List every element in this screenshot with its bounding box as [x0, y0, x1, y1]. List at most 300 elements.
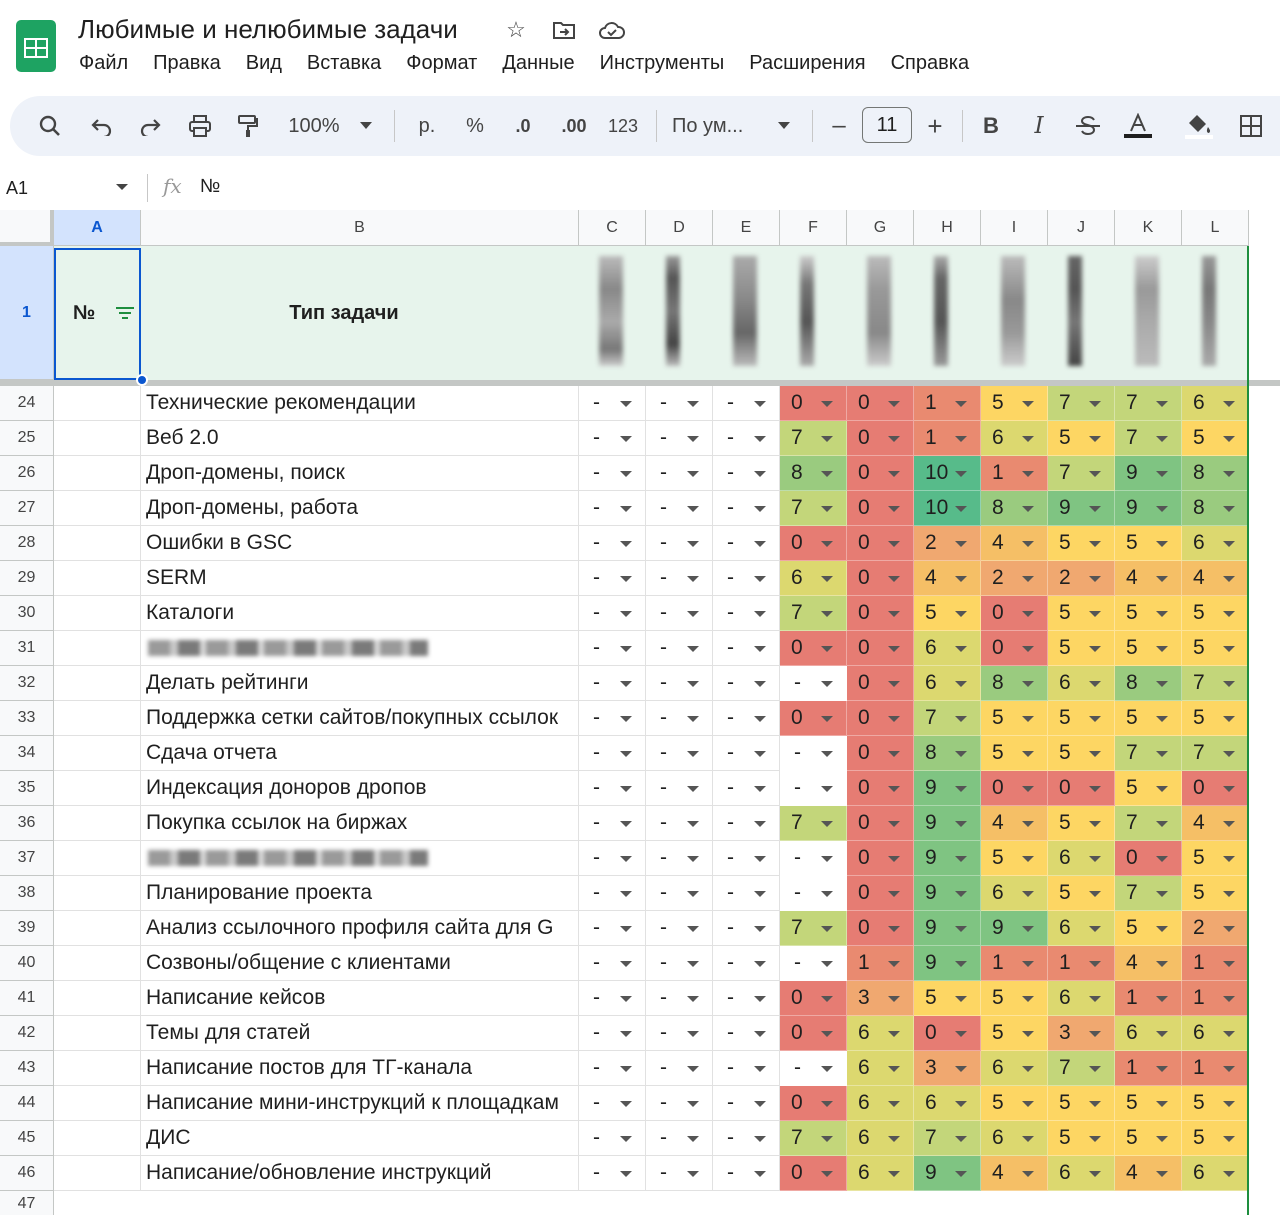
- chevron-down-icon[interactable]: [888, 471, 900, 477]
- chevron-down-icon[interactable]: [1156, 401, 1168, 407]
- redo-icon[interactable]: [134, 96, 166, 156]
- chevron-down-icon[interactable]: [687, 611, 699, 617]
- score-dropdown-cell[interactable]: [1182, 386, 1249, 421]
- strikethrough-icon[interactable]: [1072, 96, 1104, 156]
- chevron-down-icon[interactable]: [1022, 996, 1034, 1002]
- chevron-down-icon[interactable]: [687, 996, 699, 1002]
- score-dropdown-cell[interactable]: [1048, 596, 1115, 631]
- cell-task-type[interactable]: [141, 841, 579, 876]
- dropdown-cell[interactable]: [646, 736, 713, 771]
- chevron-down-icon[interactable]: [888, 646, 900, 652]
- chevron-down-icon[interactable]: [821, 1101, 833, 1107]
- chevron-down-icon[interactable]: [888, 1066, 900, 1072]
- dropdown-cell[interactable]: [579, 1156, 646, 1191]
- score-dropdown-cell[interactable]: [780, 946, 847, 981]
- row-header[interactable]: 37: [0, 841, 54, 876]
- score-dropdown-cell[interactable]: [1182, 596, 1249, 631]
- dropdown-cell[interactable]: [646, 666, 713, 701]
- chevron-down-icon[interactable]: [1223, 506, 1235, 512]
- increase-decimal-button[interactable]: [554, 96, 594, 156]
- score-dropdown-cell[interactable]: [1048, 561, 1115, 596]
- chevron-down-icon[interactable]: [687, 1101, 699, 1107]
- chevron-down-icon[interactable]: [687, 646, 699, 652]
- score-dropdown-cell[interactable]: [981, 386, 1048, 421]
- chevron-down-icon[interactable]: [620, 1136, 632, 1142]
- score-dropdown-cell[interactable]: [1048, 491, 1115, 526]
- increase-font-size-button[interactable]: [920, 96, 950, 156]
- chevron-down-icon[interactable]: [821, 1066, 833, 1072]
- move-folder-icon[interactable]: [550, 16, 578, 44]
- score-dropdown-cell[interactable]: [1182, 491, 1249, 526]
- chevron-down-icon[interactable]: [888, 1136, 900, 1142]
- cell-task-type[interactable]: [141, 456, 579, 491]
- column-header[interactable]: A: [54, 210, 141, 246]
- chevron-down-icon[interactable]: [620, 856, 632, 862]
- chevron-down-icon[interactable]: [955, 436, 967, 442]
- print-icon[interactable]: [184, 96, 216, 156]
- score-dropdown-cell[interactable]: [1182, 561, 1249, 596]
- dropdown-cell[interactable]: [713, 491, 780, 526]
- font-family-select[interactable]: [672, 96, 758, 156]
- score-dropdown-cell[interactable]: [981, 701, 1048, 736]
- score-dropdown-cell[interactable]: [1115, 701, 1182, 736]
- score-dropdown-cell[interactable]: [1115, 1086, 1182, 1121]
- score-dropdown-cell[interactable]: [780, 911, 847, 946]
- chevron-down-icon[interactable]: [687, 716, 699, 722]
- chevron-down-icon[interactable]: [1223, 1171, 1235, 1177]
- chevron-down-icon[interactable]: [888, 856, 900, 862]
- chevron-down-icon[interactable]: [1156, 856, 1168, 862]
- cell-number[interactable]: [54, 771, 141, 806]
- score-dropdown-cell[interactable]: [780, 876, 847, 911]
- dropdown-cell[interactable]: [713, 1086, 780, 1121]
- dropdown-cell[interactable]: [579, 981, 646, 1016]
- chevron-down-icon[interactable]: [1089, 681, 1101, 687]
- row-header[interactable]: 35: [0, 771, 54, 806]
- score-dropdown-cell[interactable]: [1115, 526, 1182, 561]
- score-dropdown-cell[interactable]: [1182, 841, 1249, 876]
- score-dropdown-cell[interactable]: [780, 981, 847, 1016]
- dropdown-cell[interactable]: [713, 736, 780, 771]
- score-dropdown-cell[interactable]: [914, 491, 981, 526]
- score-dropdown-cell[interactable]: [847, 491, 914, 526]
- row-header[interactable]: 46: [0, 1156, 54, 1191]
- score-dropdown-cell[interactable]: [847, 596, 914, 631]
- chevron-down-icon[interactable]: [1156, 716, 1168, 722]
- score-dropdown-cell[interactable]: [780, 386, 847, 421]
- score-dropdown-cell[interactable]: [1182, 771, 1249, 806]
- score-dropdown-cell[interactable]: [847, 701, 914, 736]
- chevron-down-icon[interactable]: [888, 681, 900, 687]
- chevron-down-icon[interactable]: [1022, 1066, 1034, 1072]
- row-header[interactable]: 44: [0, 1086, 54, 1121]
- chevron-down-icon[interactable]: [620, 786, 632, 792]
- score-dropdown-cell[interactable]: [780, 1121, 847, 1156]
- chevron-down-icon[interactable]: [888, 786, 900, 792]
- menu-item[interactable]: Справка: [890, 52, 970, 74]
- score-dropdown-cell[interactable]: [1048, 841, 1115, 876]
- chevron-down-icon[interactable]: [620, 576, 632, 582]
- chevron-down-icon[interactable]: [620, 646, 632, 652]
- score-dropdown-cell[interactable]: [914, 1051, 981, 1086]
- chevron-down-icon[interactable]: [888, 1171, 900, 1177]
- score-dropdown-cell[interactable]: [981, 876, 1048, 911]
- number-format-button[interactable]: [604, 96, 642, 156]
- font-size-input[interactable]: [862, 107, 912, 143]
- score-dropdown-cell[interactable]: [847, 806, 914, 841]
- row-header[interactable]: 47: [0, 1191, 54, 1215]
- score-dropdown-cell[interactable]: [1048, 666, 1115, 701]
- score-dropdown-cell[interactable]: [914, 386, 981, 421]
- score-dropdown-cell[interactable]: [981, 1051, 1048, 1086]
- cell-task-type[interactable]: [141, 1156, 579, 1191]
- score-dropdown-cell[interactable]: [780, 806, 847, 841]
- score-dropdown-cell[interactable]: [981, 666, 1048, 701]
- undo-icon[interactable]: [86, 96, 118, 156]
- chevron-down-icon[interactable]: [1223, 576, 1235, 582]
- chevron-down-icon[interactable]: [1089, 926, 1101, 932]
- score-dropdown-cell[interactable]: [1182, 806, 1249, 841]
- chevron-down-icon[interactable]: [620, 1171, 632, 1177]
- chevron-down-icon[interactable]: [1156, 681, 1168, 687]
- cell-task-type[interactable]: [141, 736, 579, 771]
- dropdown-cell[interactable]: [713, 771, 780, 806]
- menu-item[interactable]: Правка: [153, 52, 221, 74]
- chevron-down-icon[interactable]: [1022, 1171, 1034, 1177]
- chevron-down-icon[interactable]: [955, 506, 967, 512]
- score-dropdown-cell[interactable]: [914, 596, 981, 631]
- row-header[interactable]: 42: [0, 1016, 54, 1051]
- chevron-down-icon[interactable]: [888, 716, 900, 722]
- chevron-down-icon[interactable]: [955, 1171, 967, 1177]
- chevron-down-icon[interactable]: [955, 576, 967, 582]
- chevron-down-icon[interactable]: [821, 751, 833, 757]
- chevron-down-icon[interactable]: [955, 856, 967, 862]
- dropdown-cell[interactable]: [579, 561, 646, 596]
- chevron-down-icon[interactable]: [1156, 576, 1168, 582]
- dropdown-cell[interactable]: [579, 911, 646, 946]
- chevron-down-icon[interactable]: [1089, 821, 1101, 827]
- score-dropdown-cell[interactable]: [1182, 1016, 1249, 1051]
- score-dropdown-cell[interactable]: [981, 596, 1048, 631]
- chevron-down-icon[interactable]: [687, 401, 699, 407]
- cell-task-type[interactable]: [141, 1051, 579, 1086]
- chevron-down-icon[interactable]: [687, 1031, 699, 1037]
- dropdown-cell[interactable]: [713, 946, 780, 981]
- chevron-down-icon[interactable]: [888, 401, 900, 407]
- chevron-down-icon[interactable]: [754, 786, 766, 792]
- score-dropdown-cell[interactable]: [914, 631, 981, 666]
- cell-task-type[interactable]: [141, 771, 579, 806]
- dropdown-cell[interactable]: [713, 561, 780, 596]
- score-dropdown-cell[interactable]: [914, 1086, 981, 1121]
- chevron-down-icon[interactable]: [821, 646, 833, 652]
- score-dropdown-cell[interactable]: [1115, 1156, 1182, 1191]
- score-dropdown-cell[interactable]: [1182, 526, 1249, 561]
- chevron-down-icon[interactable]: [754, 856, 766, 862]
- chevron-down-icon[interactable]: [1223, 716, 1235, 722]
- cell-task-type[interactable]: [141, 876, 579, 911]
- score-dropdown-cell[interactable]: [1048, 701, 1115, 736]
- dropdown-cell[interactable]: [646, 701, 713, 736]
- dropdown-cell[interactable]: [713, 911, 780, 946]
- chevron-down-icon[interactable]: [821, 1136, 833, 1142]
- row-header[interactable]: 28: [0, 526, 54, 561]
- score-dropdown-cell[interactable]: [847, 1121, 914, 1156]
- chevron-down-icon[interactable]: [821, 401, 833, 407]
- cell-task-type[interactable]: [141, 526, 579, 561]
- dropdown-cell[interactable]: [579, 1051, 646, 1086]
- dropdown-cell[interactable]: [713, 841, 780, 876]
- row-header[interactable]: 32: [0, 666, 54, 701]
- chevron-down-icon[interactable]: [1022, 1101, 1034, 1107]
- score-dropdown-cell[interactable]: [1115, 421, 1182, 456]
- dropdown-cell[interactable]: [646, 841, 713, 876]
- text-color-icon[interactable]: [1120, 96, 1156, 156]
- chevron-down-icon[interactable]: [687, 436, 699, 442]
- chevron-down-icon[interactable]: [1089, 1031, 1101, 1037]
- score-dropdown-cell[interactable]: [914, 561, 981, 596]
- chevron-down-icon[interactable]: [821, 436, 833, 442]
- chevron-down-icon[interactable]: [687, 926, 699, 932]
- chevron-down-icon[interactable]: [687, 506, 699, 512]
- star-icon[interactable]: ☆: [506, 17, 526, 42]
- score-dropdown-cell[interactable]: [1048, 1121, 1115, 1156]
- chevron-down-icon[interactable]: [1089, 1136, 1101, 1142]
- score-dropdown-cell[interactable]: [847, 456, 914, 491]
- column-header[interactable]: G: [847, 210, 914, 246]
- cell-number[interactable]: [54, 981, 141, 1016]
- cell-number[interactable]: [54, 806, 141, 841]
- chevron-down-icon[interactable]: [687, 961, 699, 967]
- chevron-down-icon[interactable]: [1156, 1171, 1168, 1177]
- chevron-down-icon[interactable]: [1089, 716, 1101, 722]
- chevron-down-icon[interactable]: [888, 891, 900, 897]
- score-dropdown-cell[interactable]: [914, 841, 981, 876]
- score-dropdown-cell[interactable]: [1048, 876, 1115, 911]
- chevron-down-icon[interactable]: [955, 1101, 967, 1107]
- dropdown-cell[interactable]: [579, 701, 646, 736]
- score-dropdown-cell[interactable]: [1182, 946, 1249, 981]
- score-dropdown-cell[interactable]: [1048, 911, 1115, 946]
- column-header[interactable]: B: [141, 210, 579, 246]
- menu-item[interactable]: Вставка: [306, 52, 382, 74]
- chevron-down-icon[interactable]: [1156, 926, 1168, 932]
- dropdown-cell[interactable]: [713, 981, 780, 1016]
- chevron-down-icon[interactable]: [687, 891, 699, 897]
- chevron-down-icon[interactable]: [1089, 1101, 1101, 1107]
- score-dropdown-cell[interactable]: [1048, 456, 1115, 491]
- chevron-down-icon[interactable]: [687, 751, 699, 757]
- chevron-down-icon[interactable]: [754, 926, 766, 932]
- dropdown-cell[interactable]: [646, 631, 713, 666]
- score-dropdown-cell[interactable]: [981, 526, 1048, 561]
- chevron-down-icon[interactable]: [1223, 891, 1235, 897]
- chevron-down-icon[interactable]: [821, 541, 833, 547]
- cell-task-type[interactable]: [141, 421, 579, 456]
- dropdown-cell[interactable]: [579, 421, 646, 456]
- score-dropdown-cell[interactable]: [1048, 736, 1115, 771]
- chevron-down-icon[interactable]: [955, 1066, 967, 1072]
- chevron-down-icon[interactable]: [821, 681, 833, 687]
- score-dropdown-cell[interactable]: [1182, 456, 1249, 491]
- chevron-down-icon[interactable]: [821, 611, 833, 617]
- row-header[interactable]: 45: [0, 1121, 54, 1156]
- score-dropdown-cell[interactable]: [914, 736, 981, 771]
- score-dropdown-cell[interactable]: [981, 456, 1048, 491]
- chevron-down-icon[interactable]: [1156, 821, 1168, 827]
- chevron-down-icon[interactable]: [1089, 996, 1101, 1002]
- row-header[interactable]: 36: [0, 806, 54, 841]
- score-dropdown-cell[interactable]: [1115, 876, 1182, 911]
- row-header[interactable]: 24: [0, 386, 54, 421]
- chevron-down-icon[interactable]: [1089, 401, 1101, 407]
- score-dropdown-cell[interactable]: [780, 1156, 847, 1191]
- menu-item[interactable]: Расширения: [749, 52, 866, 74]
- score-dropdown-cell[interactable]: [1182, 631, 1249, 666]
- column-header[interactable]: J: [1048, 210, 1115, 246]
- score-dropdown-cell[interactable]: [914, 1016, 981, 1051]
- chevron-down-icon[interactable]: [1089, 786, 1101, 792]
- score-dropdown-cell[interactable]: [780, 666, 847, 701]
- chevron-down-icon[interactable]: [821, 926, 833, 932]
- chevron-down-icon[interactable]: [821, 471, 833, 477]
- chevron-down-icon[interactable]: [1156, 1031, 1168, 1037]
- dropdown-cell[interactable]: [646, 386, 713, 421]
- score-dropdown-cell[interactable]: [981, 1121, 1048, 1156]
- column-header[interactable]: C: [579, 210, 646, 246]
- score-dropdown-cell[interactable]: [1182, 1121, 1249, 1156]
- chevron-down-icon[interactable]: [1022, 541, 1034, 547]
- chevron-down-icon[interactable]: [1022, 506, 1034, 512]
- score-dropdown-cell[interactable]: [1182, 981, 1249, 1016]
- chevron-down-icon[interactable]: [821, 821, 833, 827]
- score-dropdown-cell[interactable]: [981, 946, 1048, 981]
- cell-number[interactable]: [54, 526, 141, 561]
- dropdown-cell[interactable]: [579, 771, 646, 806]
- score-dropdown-cell[interactable]: [780, 736, 847, 771]
- dropdown-cell[interactable]: [713, 631, 780, 666]
- chevron-down-icon[interactable]: [687, 1171, 699, 1177]
- score-dropdown-cell[interactable]: [1182, 1156, 1249, 1191]
- dropdown-cell[interactable]: [713, 1156, 780, 1191]
- chevron-down-icon[interactable]: [955, 541, 967, 547]
- chevron-down-icon[interactable]: [1223, 681, 1235, 687]
- dropdown-cell[interactable]: [646, 876, 713, 911]
- chevron-down-icon[interactable]: [821, 891, 833, 897]
- chevron-down-icon[interactable]: [1156, 436, 1168, 442]
- score-dropdown-cell[interactable]: [1115, 386, 1182, 421]
- dropdown-cell[interactable]: [713, 596, 780, 631]
- chevron-down-icon[interactable]: [754, 1066, 766, 1072]
- score-dropdown-cell[interactable]: [981, 561, 1048, 596]
- dropdown-cell[interactable]: [713, 876, 780, 911]
- chevron-down-icon[interactable]: [1089, 646, 1101, 652]
- cell-task-type[interactable]: [141, 1086, 579, 1121]
- spreadsheet-grid[interactable]: [0, 210, 1280, 1215]
- score-dropdown-cell[interactable]: [1048, 421, 1115, 456]
- chevron-down-icon[interactable]: [1156, 751, 1168, 757]
- score-dropdown-cell[interactable]: [1115, 1051, 1182, 1086]
- currency-format-button[interactable]: [412, 96, 442, 156]
- chevron-down-icon[interactable]: [1022, 1136, 1034, 1142]
- chevron-down-icon[interactable]: [620, 611, 632, 617]
- score-dropdown-cell[interactable]: [914, 1121, 981, 1156]
- score-dropdown-cell[interactable]: [847, 981, 914, 1016]
- chevron-down-icon[interactable]: [1156, 1066, 1168, 1072]
- chevron-down-icon[interactable]: [687, 786, 699, 792]
- percent-format-button[interactable]: [460, 96, 490, 156]
- chevron-down-icon[interactable]: [754, 821, 766, 827]
- cell-number[interactable]: [54, 911, 141, 946]
- cloud-status-icon[interactable]: [598, 16, 626, 44]
- cell-task-type[interactable]: [141, 561, 579, 596]
- chevron-down-icon[interactable]: [754, 891, 766, 897]
- chevron-down-icon[interactable]: [1156, 786, 1168, 792]
- row-header[interactable]: 27: [0, 491, 54, 526]
- paint-format-icon[interactable]: [232, 96, 264, 156]
- chevron-down-icon[interactable]: [955, 751, 967, 757]
- score-dropdown-cell[interactable]: [914, 421, 981, 456]
- dropdown-cell[interactable]: [713, 1016, 780, 1051]
- score-dropdown-cell[interactable]: [981, 1016, 1048, 1051]
- chevron-down-icon[interactable]: [1223, 751, 1235, 757]
- dropdown-cell[interactable]: [579, 526, 646, 561]
- chevron-down-icon[interactable]: [1022, 751, 1034, 757]
- cell-number[interactable]: [54, 561, 141, 596]
- chevron-down-icon[interactable]: [754, 401, 766, 407]
- score-dropdown-cell[interactable]: [981, 631, 1048, 666]
- chevron-down-icon[interactable]: [1089, 436, 1101, 442]
- chevron-down-icon[interactable]: [955, 821, 967, 827]
- score-dropdown-cell[interactable]: [1115, 561, 1182, 596]
- dropdown-cell[interactable]: [646, 456, 713, 491]
- chevron-down-icon[interactable]: [754, 611, 766, 617]
- score-dropdown-cell[interactable]: [914, 666, 981, 701]
- score-dropdown-cell[interactable]: [914, 806, 981, 841]
- chevron-down-icon[interactable]: [754, 961, 766, 967]
- dropdown-cell[interactable]: [579, 631, 646, 666]
- cell-number[interactable]: [54, 596, 141, 631]
- score-dropdown-cell[interactable]: [1115, 946, 1182, 981]
- score-dropdown-cell[interactable]: [914, 526, 981, 561]
- chevron-down-icon[interactable]: [888, 436, 900, 442]
- score-dropdown-cell[interactable]: [1048, 386, 1115, 421]
- dropdown-cell[interactable]: [646, 1086, 713, 1121]
- dropdown-cell[interactable]: [579, 806, 646, 841]
- chevron-down-icon[interactable]: [1022, 716, 1034, 722]
- cell-number[interactable]: [54, 421, 141, 456]
- dropdown-cell[interactable]: [579, 1016, 646, 1051]
- document-title[interactable]: Любимые и нелюбимые задачи: [78, 14, 458, 44]
- chevron-down-icon[interactable]: [1089, 541, 1101, 547]
- header-cell-task-type[interactable]: Тип задачи: [289, 301, 399, 324]
- row-header[interactable]: 30: [0, 596, 54, 631]
- dropdown-cell[interactable]: [646, 1121, 713, 1156]
- header-cell-number[interactable]: №: [72, 301, 96, 324]
- dropdown-cell[interactable]: [579, 666, 646, 701]
- cell-task-type[interactable]: [141, 491, 579, 526]
- cell-number[interactable]: [54, 1016, 141, 1051]
- chevron-down-icon[interactable]: [1089, 1066, 1101, 1072]
- chevron-down-icon[interactable]: [620, 401, 632, 407]
- menu-item[interactable]: Формат: [406, 52, 478, 74]
- score-dropdown-cell[interactable]: [1115, 1016, 1182, 1051]
- score-dropdown-cell[interactable]: [1182, 1051, 1249, 1086]
- chevron-down-icon[interactable]: [754, 996, 766, 1002]
- chevron-down-icon[interactable]: [955, 786, 967, 792]
- chevron-down-icon[interactable]: [620, 506, 632, 512]
